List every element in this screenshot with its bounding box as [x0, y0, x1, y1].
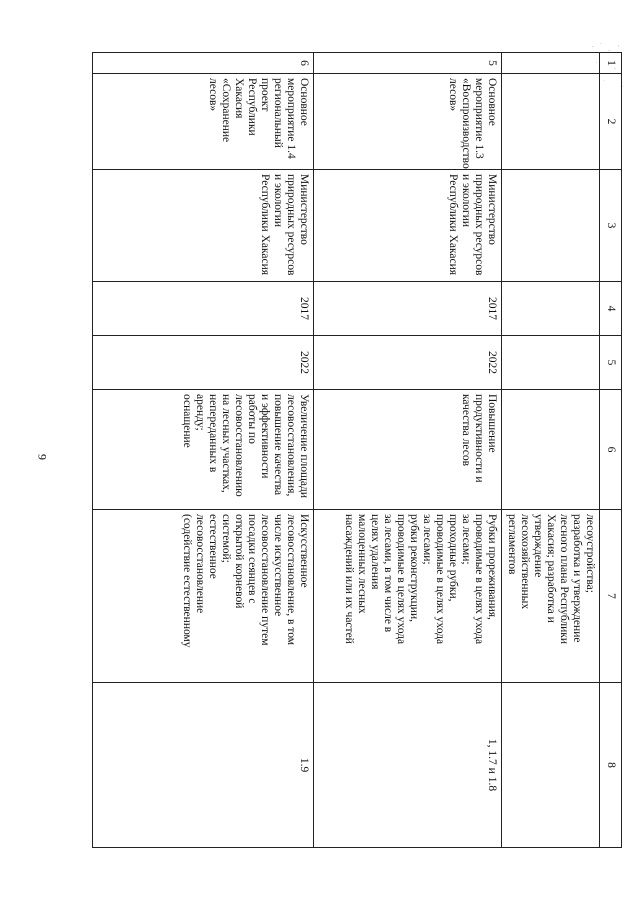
cell-end-year — [502, 336, 600, 390]
cell-indicators: 1, 1.7 и 1.8 — [314, 683, 502, 848]
table-row — [314, 53, 502, 848]
rotated-table-container — [99, 52, 622, 847]
cell-start-year: 2017 — [93, 282, 314, 336]
cell-number: 6 — [93, 53, 314, 74]
cell-end-year: 2022 — [93, 336, 314, 390]
cell-directions: лесоустройства; разработка и утверждение лесного плана Республики Хакасия; разработка и утверждение лесохозяйственных регламентов — [502, 510, 600, 683]
header-cell: 4 — [600, 282, 622, 336]
cell-start-year — [502, 282, 600, 336]
cell-result: Повышение продуктивности и качества лесов — [314, 390, 502, 510]
cell-executor: Министерство природных ресурсов и экологии Республики Хакасия — [93, 170, 314, 282]
header-cell: 6 — [600, 390, 622, 510]
header-row — [600, 53, 622, 848]
cell-directions: Рубки прореживания, проводимые в целях ухода за лесами; проходные рубки, проводимые в целях ухода за лесами; рубки реконструкции, проводимые в целях ухода за лесами, в том числе в целях удаления малоценных лесных насаждений или их частей — [314, 510, 502, 683]
cell-number: 5 — [314, 53, 502, 74]
header-cell: 5 — [600, 336, 622, 390]
page-number: 9 — [35, 454, 50, 460]
cell-result: Увеличение площади лесовосстановления, повышение качества и эффективности работы по лесовосстановлению на лесных участках, непереданных в аренду; оснащение — [93, 390, 314, 510]
cell-event — [502, 74, 600, 170]
header-cell: 8 — [600, 683, 622, 848]
cell-indicators — [502, 683, 600, 848]
header-cell: 1 — [600, 53, 622, 74]
program-table — [92, 52, 622, 848]
header-cell: 3 — [600, 170, 622, 282]
cell-directions: Искусственное лесовосстановление, в том числе искусственное лесовосстановление путем посадки сеянцев с открытой корневой системой; естественное лесовосстановление (содействие естественному — [93, 510, 314, 683]
cell-executor: Министерство природных ресурсов и экологии Республики Хакасия — [314, 170, 502, 282]
cell-event: Основное мероприятие 1.3 «Воспроизводство лесов» — [314, 74, 502, 170]
cell-event: Основное мероприятие 1.4 региональный проект Республики Хакасия «Сохранение лесов» — [93, 74, 314, 170]
header-cell: 2 — [600, 74, 622, 170]
table-row — [502, 53, 600, 848]
cell-executor — [502, 170, 600, 282]
cell-result — [502, 390, 600, 510]
cell-indicators: 1.9 — [93, 683, 314, 848]
cell-end-year: 2022 — [314, 336, 502, 390]
header-cell: 7 — [600, 510, 622, 683]
cell-start-year: 2017 — [314, 282, 502, 336]
cell-number — [502, 53, 600, 74]
table-row — [93, 53, 314, 848]
